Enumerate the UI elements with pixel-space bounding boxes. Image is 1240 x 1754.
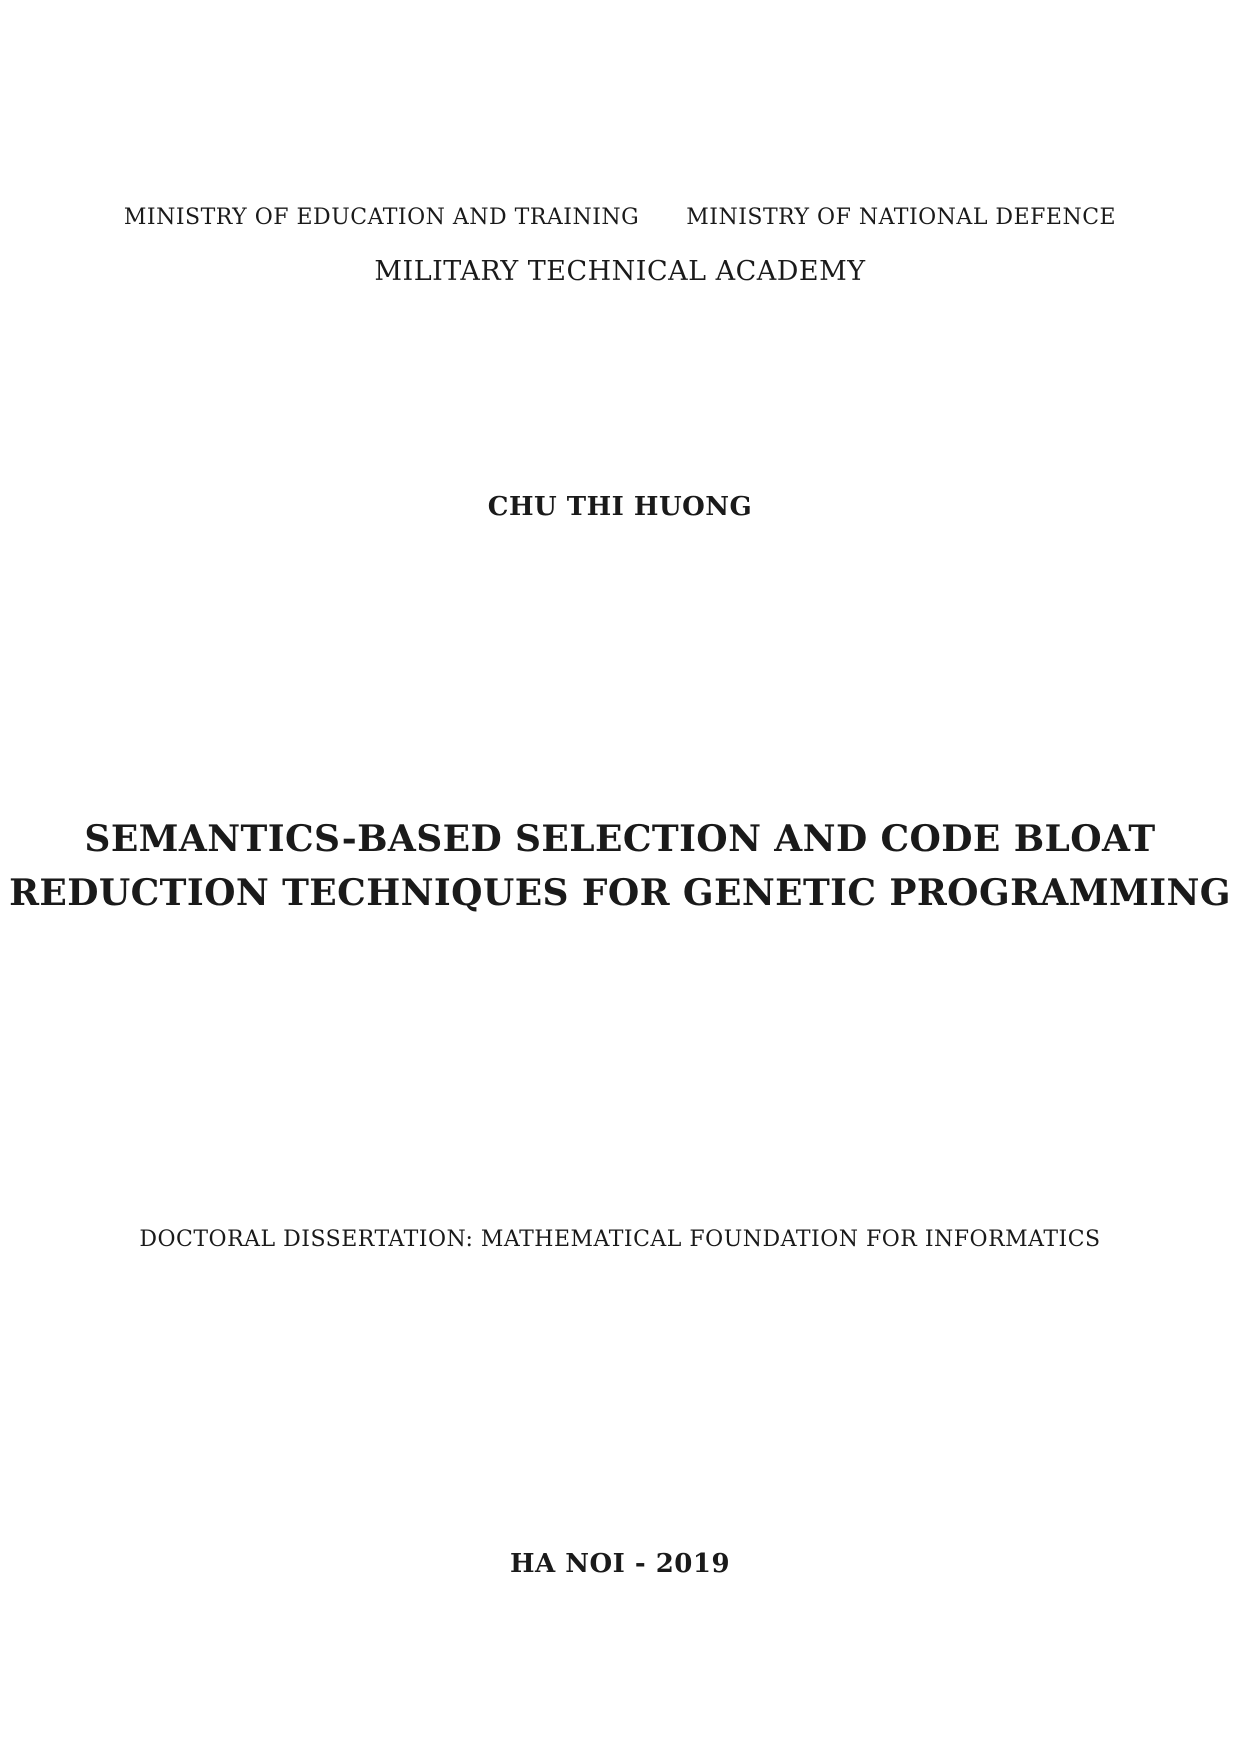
ministries-header [0,205,1240,235]
title-line-2: REDUCTION TECHNIQUES FOR GENETIC PROGRAMMING [9,872,1231,914]
place-year: HA NOI - 2019 [509,1549,731,1579]
academy-name: MILITARY TECHNICAL ACADEMY [374,256,866,287]
ministry-right: MINISTRY OF NATIONAL DEFENCE [686,205,1117,230]
dissertation-title [0,812,1240,920]
degree-line: DOCTORAL DISSERTATION: MATHEMATICAL FOUNDATION FOR INFORMATICS [139,1227,1101,1252]
ministry-left: MINISTRY OF EDUCATION AND TRAINING [123,205,640,230]
author-name: CHU THI HUONG [487,492,753,522]
title-line-1: SEMANTICS-BASED SELECTION AND CODE BLOAT [84,818,1156,860]
